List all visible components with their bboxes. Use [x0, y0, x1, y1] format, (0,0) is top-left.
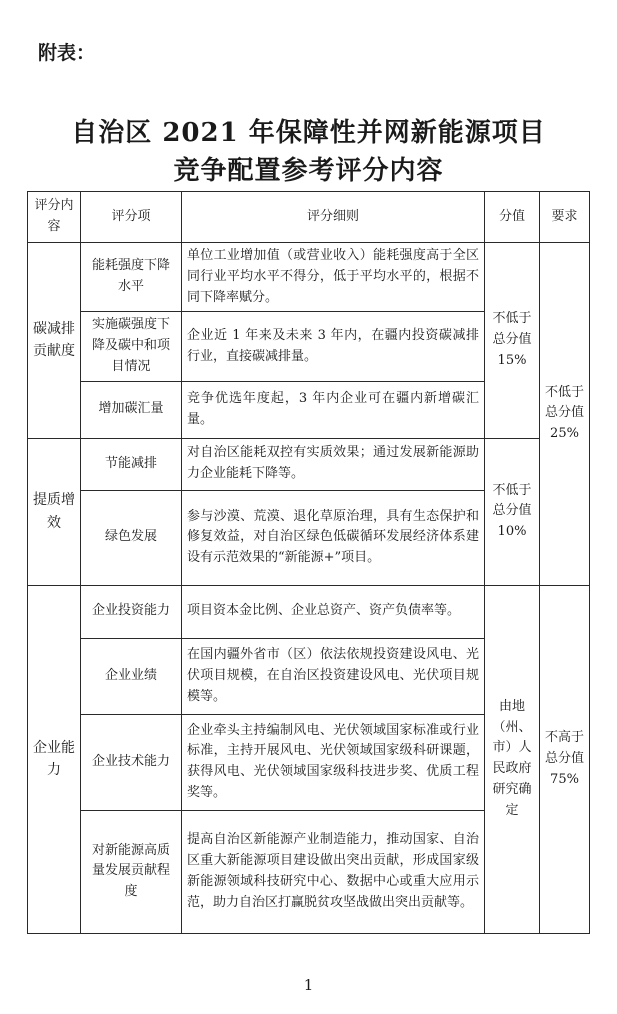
header-item: 评分项: [81, 192, 182, 243]
table-row: [28, 585, 590, 638]
item-cell: 增加碳汇量: [81, 381, 182, 438]
detail-cell: 参与沙漠、荒漠、退化草原治理，具有生态保护和修复效益，对自治区绿色低碳循环发展经济体系建设有示范效果的“新能源+”项目。: [182, 490, 485, 585]
item-cell: 能耗强度下降水平: [81, 243, 182, 312]
category-cell: 企业能力: [28, 585, 81, 933]
item-cell: 企业技术能力: [81, 714, 182, 810]
table-row: [28, 438, 590, 490]
score-cell: 由地（州、市）人民政府研究确定: [485, 585, 540, 933]
page-title-line1: 自治区 2021 年保障性并网新能源项目: [71, 118, 546, 148]
item-cell: 绿色发展: [81, 490, 182, 585]
category-cell: 碳减排贡献度: [28, 243, 81, 439]
item-cell: 对新能源高质量发展贡献程度: [81, 810, 182, 933]
detail-cell: 企业牵头主持编制风电、光伏领域国家标准或行业标准，主持开展风电、光伏领域国家级科研课题，获得风电、光伏领域国家级科技进步奖、优质工程奖等。: [182, 714, 485, 810]
detail-cell: 在国内疆外省市（区）依法依规投资建设风电、光伏项目规模，在自治区投资建设风电、光伏项目规模等。: [182, 638, 485, 714]
detail-cell: 竞争优选年度起，3 年内企业可在疆内新增碳汇量。: [182, 381, 485, 438]
detail-cell: 单位工业增加值（或营业收入）能耗强度高于全区同行业平均水平不得分，低于平均水平的，根据不同下降率赋分。: [182, 243, 485, 312]
score-cell: 不低于总分值15%: [485, 243, 540, 439]
item-cell: 实施碳强度下降及碳中和项目情况: [81, 312, 182, 381]
header-requirement: 要求: [540, 192, 590, 243]
table-row: [28, 243, 590, 312]
detail-cell: 对自治区能耗双控有实质效果；通过发展新能源助力企业能耗下降等。: [182, 438, 485, 490]
detail-cell: 提高自治区新能源产业制造能力，推动国家、自治区重大新能源项目建设做出突出贡献，形成国家级新能源领域科技研究中心、数据中心或重大应用示范，助力自治区打赢脱贫攻坚战做出突出贡献等。: [182, 810, 485, 933]
requirement-cell: 不高于总分值75%: [540, 585, 590, 933]
detail-cell: 项目资本金比例、企业总资产、资产负债率等。: [182, 585, 485, 638]
appendix-label: 附表：: [38, 42, 96, 64]
header-detail: 评分细则: [182, 192, 485, 243]
requirement-cell: 不低于总分值25%: [540, 243, 590, 586]
page-title-line2: 竞争配置参考评分内容: [173, 156, 444, 186]
scoring-table: [27, 191, 590, 934]
header-category: 评分内容: [28, 192, 81, 243]
score-cell: 不低于总分值10%: [485, 438, 540, 585]
item-cell: 企业业绩: [81, 638, 182, 714]
table-header-row: [28, 192, 590, 243]
detail-cell: 企业近 1 年来及未来 3 年内，在疆内投资碳减排行业，直接碳减排量。: [182, 312, 485, 381]
item-cell: 企业投资能力: [81, 585, 182, 638]
header-score: 分值: [485, 192, 540, 243]
category-cell: 提质增效: [28, 438, 81, 585]
page-number: 1: [303, 976, 314, 994]
item-cell: 节能减排: [81, 438, 182, 490]
